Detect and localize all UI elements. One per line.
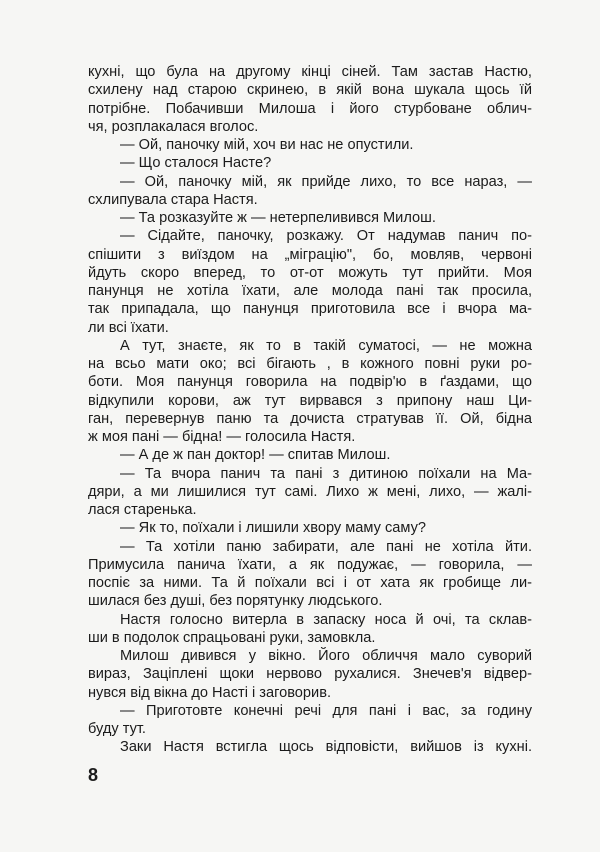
- text-line: поспіє за ними. Та й поїхали всі і от хата як гробище ли-: [88, 575, 532, 591]
- text-line: схилену над старою скринею, в якій вона шукала щось їй: [88, 82, 532, 99]
- text-line: ж моя пані — бідна! — голосила Настя.: [88, 429, 356, 445]
- text-line: нувся від вікна до Насті і заговорив.: [88, 684, 331, 701]
- text-line: — Як то, поїхали і лишили хвору маму саму?: [120, 520, 426, 537]
- text-line: ши в подолок спрацьовані руки, замовкла.: [88, 629, 376, 646]
- text-line: Милош дивився у вікно. Його обличчя мало суворий: [120, 648, 532, 664]
- text-line: чя, розплакалася вголос.: [88, 118, 259, 135]
- text-line: потрібне. Побачивши Милоша і його стурбоване облич-: [88, 100, 532, 117]
- text-line: Настя голосно витерла в запаску носа й очі, та склав-: [120, 611, 532, 628]
- text-line: ли всі їхати.: [88, 319, 169, 336]
- text-line: — Приготовте конечні речі для пані і вас, за годину: [120, 702, 532, 719]
- text-line: буду тут.: [88, 721, 146, 737]
- text-line: кухні, що була на другому кінці сіней. Там застав Настю,: [88, 64, 532, 80]
- text-line: — Сідайте, паночку, розкажу. От надумав панич по-: [120, 228, 532, 245]
- text-line: панунця не хотіла їхати, але молода пані так просила,: [88, 283, 532, 299]
- text-line: лася старенька.: [88, 502, 197, 518]
- text-line: — Та розказуйте ж — нетерпеливився Милош.: [120, 210, 436, 226]
- text-line: так припадала, що панунця приготовила все і вчора ма-: [88, 301, 532, 318]
- text-line: на всьо мати око; всі бігають , в кожного повні руки ро-: [88, 356, 532, 372]
- text-line: йдуть скоро вперед, то от-от можуть тут прийти. Моя: [88, 264, 532, 281]
- text-line: А тут, знаєте, як то в такій суматосі, — не можна: [120, 337, 532, 354]
- text-line: боти. Моя панунця говорила на подвір'ю в ґаздами, що: [88, 374, 532, 391]
- text-line: відкупили корови, аж тут вирвався з припону наш Ци-: [88, 392, 532, 409]
- text-line: — Що сталося Насте?: [120, 155, 272, 172]
- page-number: 8: [88, 765, 99, 785]
- text-line: шилася без душі, без порятунку людського.: [88, 593, 383, 610]
- text-line: — Та хотіли паню забирати, але пані не хотіла йти.: [120, 538, 532, 555]
- text-line: схлипувала стара Настя.: [88, 191, 258, 208]
- text-line: ган, перевернув паню та дочиста стратував її. Ой, бідна: [88, 410, 532, 427]
- text-line: — Ой, паночку мій, хоч ви нас не опустили.: [120, 137, 414, 153]
- text-line: вираз, Заціплені щоки нервово рухалися. Знечев'я відвер-: [88, 666, 532, 683]
- text-line: — Та вчора панич та пані з дитиною поїхали на Ма-: [120, 465, 532, 482]
- book-page-text: [88, 63, 532, 757]
- text-line: — А де ж пан доктор! — спитав Милош.: [120, 447, 391, 464]
- text-line: Заки Настя встигла щось відповісти, вийшов із кухні.: [120, 739, 532, 756]
- text-line: Примусила панича їхати, а як подужає, — говорила, —: [88, 556, 532, 573]
- text-line: спішити з виїздом на „міграцію", бо, мовляв, червоні: [88, 246, 532, 263]
- text-line: дяри, а ми лишилися тут самі. Лихо ж мені, лихо, — жалі-: [88, 483, 532, 500]
- text-line: — Ой, паночку мій, як прийде лихо, то все нараз, —: [120, 173, 532, 190]
